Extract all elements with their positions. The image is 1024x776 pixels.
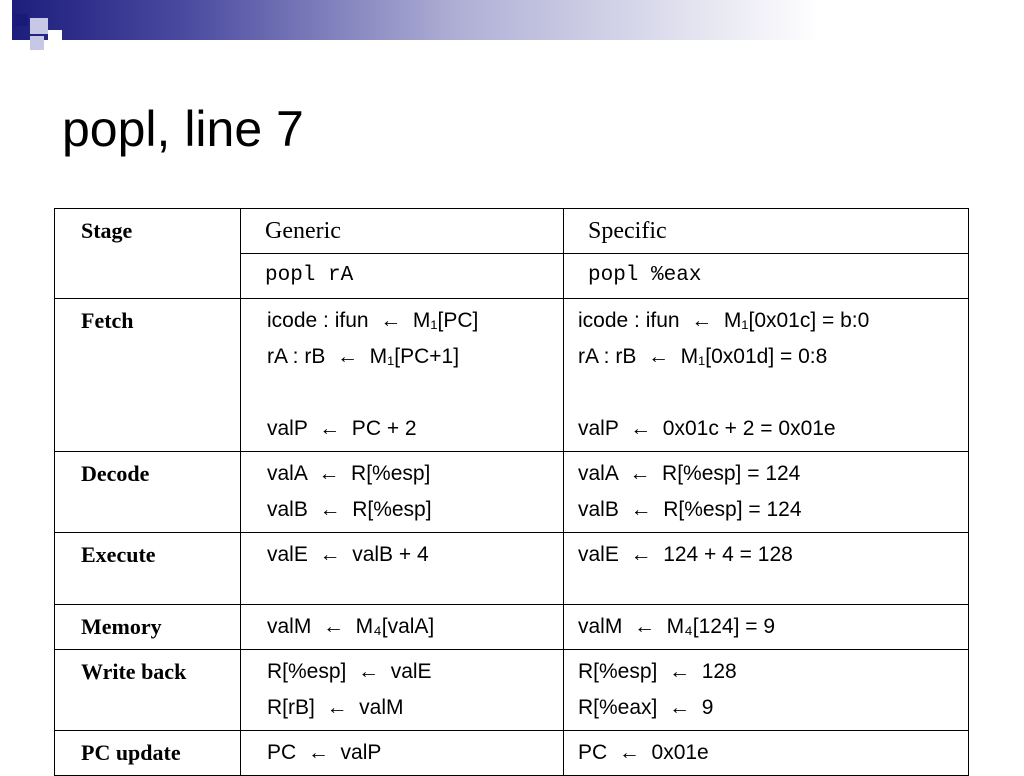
specific-cell: icode : ifun ← M₁[0x01c] = b:0 rA : rB ← M₁[0x01d] = 0:8 valP ← 0x01c + 2 = 0x01e: [564, 299, 969, 452]
stage-label: Fetch: [55, 299, 241, 452]
decorative-square-dark: [14, 14, 28, 26]
slide-title: popl, line 7: [62, 101, 304, 157]
stage-label: Decode: [55, 452, 241, 533]
slide-header-bar: [0, 0, 1024, 40]
header-blank-strip: [0, 0, 12, 40]
decorative-square-light: [30, 18, 48, 34]
table-row: [55, 299, 969, 452]
specific-instruction: popl %eax: [564, 254, 969, 299]
generic-instruction: popl rA: [241, 254, 564, 299]
stage-table: [54, 208, 969, 776]
table-row: [55, 533, 969, 605]
table-header-row: [55, 209, 969, 254]
generic-cell: PC ← valP: [241, 731, 564, 776]
table-row: [55, 605, 969, 650]
generic-cell: valE ← valB + 4: [241, 533, 564, 605]
stage-header-blank: [55, 254, 241, 299]
stage-label: Write back: [55, 650, 241, 731]
stage-label: Execute: [55, 533, 241, 605]
specific-cell: valA ← R[%esp] = 124 valB ← R[%esp] = 124: [564, 452, 969, 533]
stage-header: Stage: [55, 209, 241, 254]
specific-cell: valM ← M₄[124] = 9: [564, 605, 969, 650]
decorative-square-light-2: [30, 36, 44, 50]
generic-cell: valA ← R[%esp] valB ← R[%esp]: [241, 452, 564, 533]
table-row: [55, 731, 969, 776]
decorative-square-white: [48, 30, 62, 42]
specific-cell: valE ← 124 + 4 = 128: [564, 533, 969, 605]
generic-header: Generic: [241, 209, 564, 254]
generic-cell: icode : ifun ← M₁[PC] rA : rB ← M₁[PC+1] valP ← PC + 2: [241, 299, 564, 452]
table-row: [55, 650, 969, 731]
stage-label: PC update: [55, 731, 241, 776]
specific-header: Specific: [564, 209, 969, 254]
generic-cell: valM ← M₄[valA]: [241, 605, 564, 650]
instruction-row: [55, 254, 969, 299]
specific-cell: R[%esp] ← 128 R[%eax] ← 9: [564, 650, 969, 731]
specific-cell: PC ← 0x01e: [564, 731, 969, 776]
generic-cell: R[%esp] ← valE R[rB] ← valM: [241, 650, 564, 731]
stage-label: Memory: [55, 605, 241, 650]
table-row: [55, 452, 969, 533]
